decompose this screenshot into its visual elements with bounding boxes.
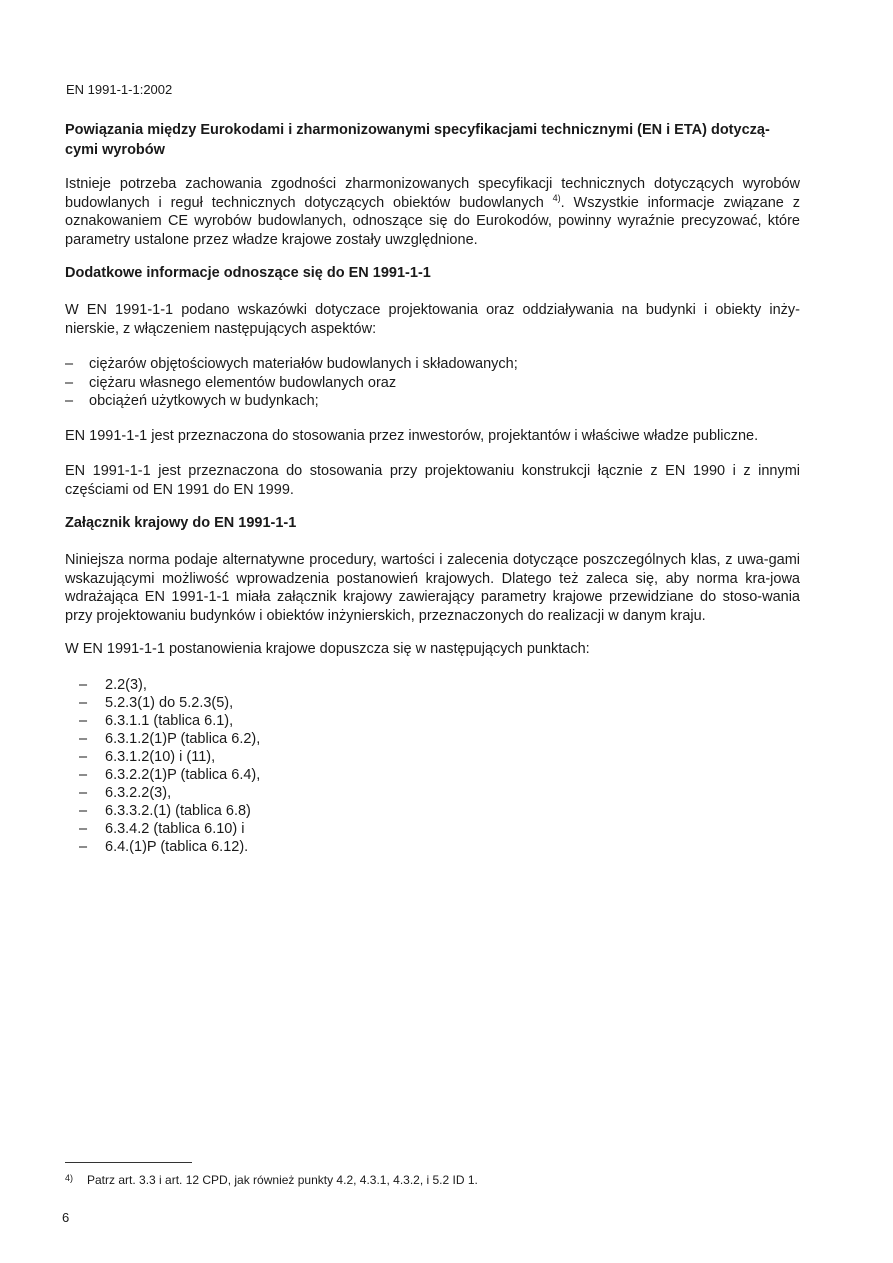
footnote bbox=[65, 1173, 478, 1187]
footnote-separator bbox=[65, 1162, 192, 1163]
clauses-list bbox=[79, 676, 479, 856]
footnote-mark: 4) bbox=[65, 1173, 74, 1183]
list-item bbox=[79, 820, 479, 838]
clause-text: 6.3.1.2(10) i (11), bbox=[105, 749, 216, 765]
list-item bbox=[79, 694, 479, 712]
paragraph-intended-use: EN 1991-1-1 jest przeznaczona do stosowania przy projektowaniu konstrukcji łącznie z EN 1990 i z innymi częściami od EN 1991 do EN 1999. bbox=[65, 463, 800, 498]
dash-bullet: – bbox=[79, 839, 88, 855]
list-item bbox=[79, 712, 479, 730]
list-item bbox=[79, 748, 479, 766]
paragraph-national-provisions: W EN 1991-1-1 postanowienia krajowe dopuszcza się w następujących punktach: bbox=[65, 641, 590, 657]
dash-bullet: – bbox=[79, 713, 88, 729]
footnote-text: Patrz art. 3.3 i art. 12 CPD, jak również punkty 4.2, 4.3.1, 4.3.2, i 5.2 ID 1. bbox=[87, 1173, 478, 1187]
dash-bullet: – bbox=[79, 749, 88, 765]
clause-text: 2.2(3), bbox=[105, 677, 147, 693]
dash-bullet: – bbox=[79, 767, 88, 783]
list-item bbox=[79, 766, 479, 784]
clause-text: 5.2.3(1) do 5.2.3(5), bbox=[105, 695, 234, 711]
dash-bullet: – bbox=[79, 803, 88, 819]
clause-text: 6.3.1.1 (tablica 6.1), bbox=[105, 713, 234, 729]
dash-bullet: – bbox=[79, 785, 88, 801]
document-id-header: EN 1991-1-1:2002 bbox=[66, 82, 173, 97]
clause-text: 6.3.3.2.(1) (tablica 6.8) bbox=[105, 803, 251, 819]
clause-text: 6.3.4.2 (tablica 6.10) i bbox=[105, 821, 245, 837]
list-item bbox=[79, 676, 479, 694]
section-heading-national-annex: Załącznik krajowy do EN 1991-1-1 bbox=[65, 515, 297, 531]
dash-bullet: – bbox=[65, 393, 74, 409]
dash-bullet: – bbox=[65, 356, 74, 372]
dash-bullet: – bbox=[79, 731, 88, 747]
paragraph-text-part-2: . Wszystkie informacje związane z oznakowaniem CE wyrobów budowlanych, odnoszące się do Eurokodów, powinny wyraźnie precyzować, które parametry ustalone przez władze krajowe zostały uwzględnione. bbox=[65, 194, 800, 248]
dash-bullet: – bbox=[79, 821, 88, 837]
list-item bbox=[79, 730, 479, 748]
dash-bullet: – bbox=[79, 695, 88, 711]
list-item-text: ciężaru własnego elementów budowlanych oraz bbox=[89, 374, 397, 391]
page-number: 6 bbox=[62, 1210, 70, 1225]
paragraph-intended-users: EN 1991-1-1 jest przeznaczona do stosowania przez inwestorów, projektantów i właściwe władze publiczne. bbox=[65, 428, 759, 444]
list-item bbox=[79, 838, 479, 856]
section-heading-additional-info: Dodatkowe informacje odnoszące się do EN 1991-1-1 bbox=[65, 265, 431, 281]
list-item bbox=[65, 374, 800, 393]
list-item bbox=[65, 392, 800, 411]
section-heading-eurocodes-relations: Powiązania między Eurokodami i zharmonizowanymi specyfikacjami technicznymi (EN i ETA) dotyczą-cymi wyrobów bbox=[65, 122, 770, 158]
list-item-text: ciężarów objętościowych materiałów budowlanych i składowanych; bbox=[89, 356, 518, 372]
paragraph-harmonized-specifications bbox=[65, 175, 800, 249]
list-item bbox=[65, 355, 800, 374]
list-item-text: obciążeń użytkowych w budynkach; bbox=[89, 393, 319, 409]
clause-text: 6.3.2.2(3), bbox=[105, 785, 172, 801]
clause-text: 6.4.(1)P (tablica 6.12). bbox=[105, 839, 249, 855]
clause-text: 6.3.1.2(1)P (tablica 6.2), bbox=[105, 731, 261, 747]
paragraph-national-annex: Niniejsza norma podaje alternatywne procedury, wartości i zalecenia dotyczące poszczególnych klas, z uwa-gami wskazującymi możliwość wprowadzenia postanowień krajowych. Dlatego też zaleca się, aby norma kra-jowa wdrażająca EN 1991-1-1 miała załącznik krajowy zawierający parametry krajowe przewidziane do stoso-wania przy projektowaniu budynków i obiektów inżynierskich, przeznaczonych do realizacji w danym kraju. bbox=[65, 552, 800, 624]
list-item bbox=[79, 784, 479, 802]
paragraph-guidance-intro: W EN 1991-1-1 podano wskazówki dotyczace projektowania oraz oddziaływania na budynki i obiekty inży-nierskie, z włączeniem następujących aspektów: bbox=[65, 302, 800, 337]
dash-bullet: – bbox=[79, 677, 88, 693]
dash-bullet: – bbox=[65, 374, 74, 391]
aspects-list bbox=[65, 355, 800, 411]
footnote-reference: 4) bbox=[552, 192, 561, 203]
clause-text: 6.3.2.2(1)P (tablica 6.4), bbox=[105, 767, 261, 783]
list-item bbox=[79, 802, 479, 820]
paragraph-text-part-1: Istnieje potrzeba zachowania zgodności zharmonizowanych specyfikacji technicznych dotyczących wyrobów budowlanych i reguł technicznych dotyczących obiektów budowlanych bbox=[65, 176, 800, 211]
